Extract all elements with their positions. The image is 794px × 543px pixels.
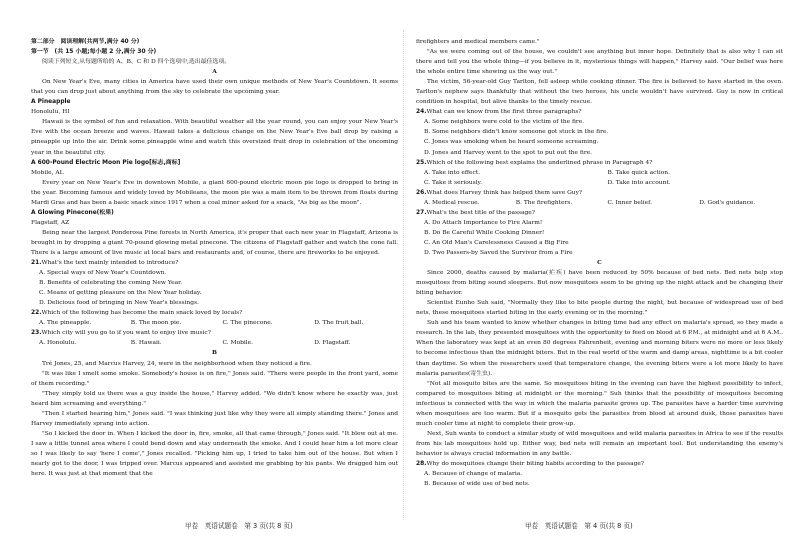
option-d: D. Two Passers-by Saved the Survivor from a Fire xyxy=(424,249,573,256)
question-number: 27. xyxy=(416,209,427,216)
question-24 xyxy=(416,107,783,117)
option-c: C. Mobile. xyxy=(222,340,254,347)
place-honolulu: Honolulu, HI xyxy=(31,109,70,116)
passage-b-paragraph: "It was like I smelt some smoke. Somebody's house is on fire," Jones said. "There were people in the front yard, some of them recording." xyxy=(31,370,398,387)
page-footer-left: 甲卷 英语试题卷 第 3 页(共 8 页) xyxy=(185,522,293,530)
question-stem: What can we know from the first three paragraphs? xyxy=(426,109,582,116)
passage-c-paragraph: Suh and his team wanted to know whether changes in biting time had any effect on malaria's spread, so they made a research. In the lab, they presented mosquitoes with the opportunity to feed on blood at 6 P.M., at midnight and at 6 A.M.. When the laboratory was kept at an even 80 degrees Fahrenheit, evening and morning biters were no more or less likely to become infectious than the midnight biters. But in the real world of the warm and damp areas, nighttime is a bit cooler than daytime. So when the researchers used that temperature change, the evening biters were a lot more likely to have malaria parasites(寄生虫). xyxy=(416,320,783,377)
option-d: D. Take into account. xyxy=(607,179,671,186)
passage-b-continued: firefighters and medical members came." xyxy=(416,39,540,45)
option-a: A. Do Attach Importance to Fire Alarm! xyxy=(424,219,543,226)
option-b: B. The moon pie. xyxy=(130,320,182,327)
question-26 xyxy=(416,188,783,198)
question-28 xyxy=(416,459,783,469)
paragraph-pinecone: Being near the largest Ponderosa Pine forests in North America, it's proper that each new year in Flagstaff, Arizona is brought in by dropping a giant 70-pound glowing metal pinecone. The citizens of Flagstaff gather and watch the cone fall. There is a large amount of live music at local bars and restaurants and, of course, there are fireworks to be enjoyed. xyxy=(31,229,398,256)
question-21 xyxy=(31,258,398,268)
passage-b-paragraph: "As we were coming out of the house, we couldn't see anything but inner hope. Definitely that is also why I can sit there and tell you the whole thing—if you believe in it, mysterious things will happen," Harvey said. "Our belief was here the whole entire time showing us the way out." xyxy=(416,49,783,76)
passage-c-label: C xyxy=(597,259,602,267)
place-flagstaff: Flagstaff, AZ xyxy=(31,219,70,226)
place-mobile: Mobile, AL xyxy=(31,169,64,176)
question-25 xyxy=(416,158,783,168)
page-3-column xyxy=(31,37,398,517)
option-b: B. The firefighters. xyxy=(515,199,573,206)
question-stem: Why do mosquitoes change their biting habits according to the passage? xyxy=(426,460,645,467)
question-number: 21. xyxy=(31,260,42,267)
subtitle-pineapple: A Pineapple xyxy=(31,99,71,106)
option-d: D. Delicious food of bringing in New Year's blessings. xyxy=(39,300,199,307)
passage-b-paragraph: "They simply told us there was a guy inside the house," Harvey added. "We didn't know where he exactly was, just heard him screaming and everything." xyxy=(31,390,398,407)
question-stem: What does Harvey think has helped them save Guy? xyxy=(426,189,583,196)
subtitle-pinecone: A Glowing Pinecone(松果) xyxy=(31,209,114,216)
question-number: 23. xyxy=(31,330,42,337)
question-number: 25. xyxy=(416,159,427,166)
option-b: B. Take quick action. xyxy=(607,169,670,176)
paragraph-moon-pie: Every year on New Year's Eve in downtown Mobile, a giant 600-pound electric moon pie logo is dropped to bring in the year. Becoming famous and widely loved by Mobileans, the moon pie was a main item to be thrown from floats during Mardi Gras and has been a basic snack since 1917 when a coal miner asked for a snack, "As big as the moon". xyxy=(31,179,398,206)
section-title: 第二部分 阅读理解(共两节,满分 40 分) xyxy=(31,39,140,45)
option-b: B. Do Be Careful While Cooking Dinner! xyxy=(424,229,545,236)
option-b: B. Some neighbors didn't know someone got stuck in the fire. xyxy=(424,129,609,136)
section1-title: 第一节 (共 15 小题;每小题 2 分,满分 30 分) xyxy=(31,49,157,56)
option-b: B. Because of wide use of bed nets. xyxy=(424,481,530,488)
passage-b-paragraph: "Then I started hearing him," Jones said. "I was thinking just like why they were all simply standing there." Jones and Harvey immediately sprang into action. xyxy=(31,410,398,427)
option-c: C. Jones was smoking when he heard someone screaming. xyxy=(424,139,599,146)
question-22 xyxy=(31,308,398,318)
subtitle-moon-pie: A 600-Pound Electric Moon Pie logo[标志,商标] xyxy=(31,159,181,166)
passage-b-paragraph: Tré Jones, 25, and Marcus Harvey, 24, were in the neighborhood when they noticed a fire. xyxy=(42,360,312,367)
passage-c-paragraph: "Not all mosquito bites are the same. So mosquitoes biting in the evening can have the highest possibility to infect, compared to mosquitoes biting at midnight or the morning." Suh thinks that the possibility of mosquitoes becoming infectious is connected with the way in which the malaria parasite grows up. The parasites have a harder time surviving when mosquitoes are too warm. But if a mosquito gets the parasites from blood at around dusk, those parasites have much cooler time at night to complete their grow-up. xyxy=(416,380,783,427)
option-d: D. Flagstaff. xyxy=(314,340,351,347)
page-4-column xyxy=(416,37,783,517)
passage-b-label: B xyxy=(212,349,217,357)
question-27 xyxy=(416,208,783,218)
options-row xyxy=(416,178,783,188)
option-b: B. Benefits of celebrating the coming New Year. xyxy=(39,280,183,287)
question-number: 22. xyxy=(31,310,42,317)
passage-b-paragraph: The victim, 56-year-old Guy Tarlton, fell asleep while cooking dinner. The fire is believed to have started in the oven. Tarlton's nephew says thankfully that without the two heroes, his uncle wouldn't have survived. Guy is now in critical condition in hospital, but alive thanks to the timely rescue. xyxy=(416,79,783,106)
passage-c-paragraph: Scientist Eunho Suh said, "Normally they like to bite people during the night, but because of widespread use of bed nets, these mosquitoes started biting in the early evening or in the morning." xyxy=(416,300,783,317)
passage-a-intro: On New Year's Eve, many cities in America have used their own unique methods of New Year's Countdown. It seems that you can drop just about anything from the sky to celebrate the upcoming year. xyxy=(31,79,398,96)
question-number: 24. xyxy=(416,109,427,116)
option-c: C. Means of getting pleasure on the New Year holiday. xyxy=(39,290,202,297)
option-a: A. The pineapple. xyxy=(39,320,92,327)
option-a: A. Take into effect. xyxy=(424,169,481,176)
question-stem: What's the text mainly intended to introduce? xyxy=(41,260,179,267)
option-d: D. The fruit ball. xyxy=(314,320,364,327)
option-d: D. God's guidance. xyxy=(699,199,756,206)
option-a: A. Some neighbors were cold to the victim of the fire. xyxy=(424,119,585,126)
passage-c-paragraph: Next, Suh wants to conduct a similar study of wild mosquitoes and wild malaria parasites in Africa to see if the results from his lab mosquitoes hold up. Either way, bed nets will remain an important tool. But understanding the enemy's behavior is always crucial information in any battle. xyxy=(416,430,783,457)
question-stem: Which of the following has become the main snack loved by locals? xyxy=(41,310,243,317)
question-23 xyxy=(31,328,398,338)
question-number: 28. xyxy=(416,460,427,467)
options-row xyxy=(31,318,398,328)
option-c: C. An Old Man's Carelessness Caused a Big Fire xyxy=(424,239,569,246)
option-a: A. Special ways of New Year's Countdown. xyxy=(39,270,167,277)
option-c: C. Take it seriously. xyxy=(424,179,482,186)
option-a: A. Honolulu. xyxy=(39,340,77,347)
passage-b-paragraph: "So I kicked the door in. When I kicked the door in, fire, smoke, all that came through," Jones said. "It blew out at me. I saw a little tunnel area where I could bend down and stay underneath the smoke. And I could hear him a lot more clear so I was likely to say 'here I come'," Jones recalled. "Picking him up, I tried to take him out of the house. But when I nearly got to the door, I was tripped over. Marcus appeared and assisted me grabbing by his pants. We dragged him out here. It was just at that moment that the xyxy=(31,430,398,478)
option-b: B. Hawaii. xyxy=(130,340,162,347)
column-divider xyxy=(403,30,404,520)
option-a: A. Medical rescue. xyxy=(424,199,480,206)
option-c: C. Inner belief. xyxy=(607,199,652,206)
question-stem: Which of the following best explains the underlined phrase in Paragraph 4? xyxy=(426,159,653,166)
question-stem: What's the best title of the passage? xyxy=(426,209,535,216)
passage-a-label: A xyxy=(212,68,217,76)
instruction: 阅读下列短文,从每题所给的 A、B、C 和 D 四个选项中,选出最佳选项。 xyxy=(42,59,231,66)
question-number: 26. xyxy=(416,189,427,196)
question-stem: Which city will you go to if you want to enjoy live music? xyxy=(41,330,211,337)
option-d: D. Jones and Harvey went to the spot to put out the fire. xyxy=(424,149,593,156)
options-row xyxy=(416,198,783,208)
passage-c-paragraph: Since 2000, deaths caused by malaria(疟疾) have been reduced by 50% because of bed nets. Bed nets help stop mosquitoes from biting sound sleepers. But now mosquitoes seem to be giving up the night attack and be changing their biting behavior. xyxy=(416,270,783,297)
paragraph-pineapple: Hawaii is the symbol of fun and relaxation. With beautiful weather all the year round, you can enjoy your New Year's Eve with the ocean breeze and waves. Hawaii takes a delicious change on the New Year's Eve ball drop by raising a pineapple up into the air. Drink some pineapple wine and watch this oversized fruit drop in celebration of the oncoming year in the beautiful city. xyxy=(31,119,398,156)
option-c: C. The pinecone. xyxy=(222,320,273,327)
options-row xyxy=(416,168,783,178)
options-row xyxy=(31,338,398,348)
page-footer-right: 甲卷 英语试题卷 第 4 页(共 8 页) xyxy=(525,522,633,530)
option-a: A. Because of change of malaria. xyxy=(424,471,523,478)
